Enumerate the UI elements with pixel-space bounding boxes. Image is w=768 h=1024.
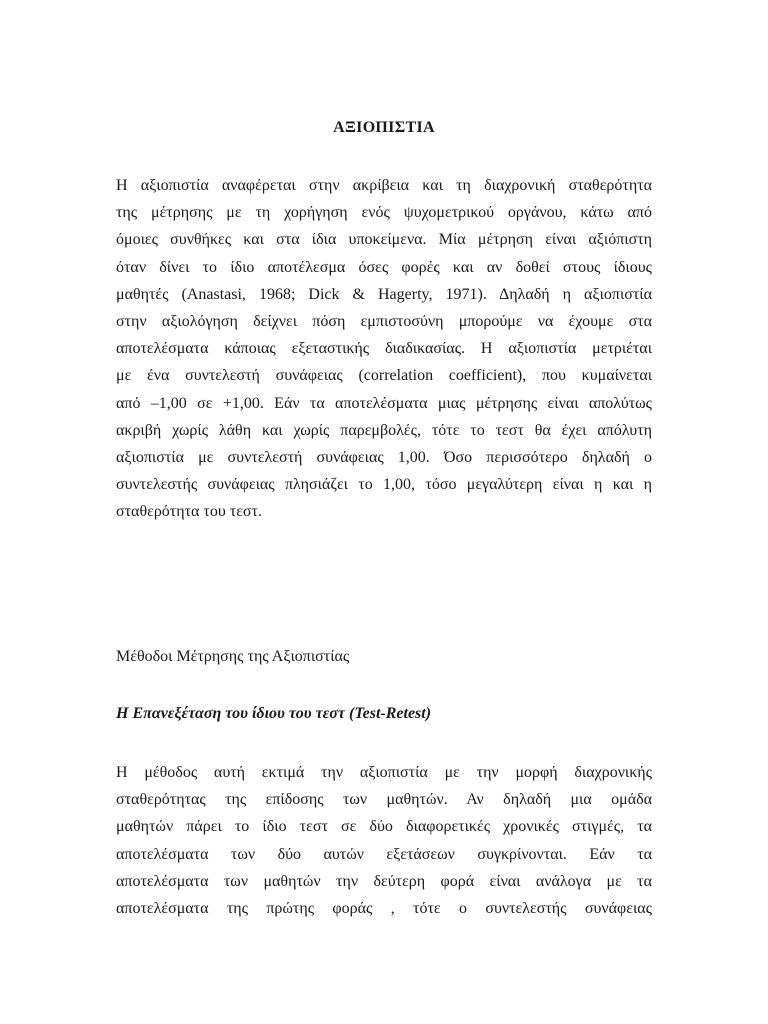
paragraph-line: όταν δίνει το ίδιο αποτέλεσμα όσες φορές και αν δοθεί στους ίδιους bbox=[116, 258, 652, 276]
section-heading: Μέθοδοι Μέτρησης της Αξιοπιστίας bbox=[116, 648, 350, 665]
paragraph-line: Η μέθοδος αυτή εκτιμά την αξιοπιστία με την μορφή διαχρονικής bbox=[116, 764, 652, 781]
paragraph-line: με ένα συντελεστή συνάφειας (correlation coefficient), που κυμαίνεται bbox=[116, 367, 652, 385]
paragraph-line: σταθερότητας της επίδοσης των μαθητών. Αν δηλαδή μια ομάδα bbox=[116, 791, 652, 809]
paragraph-line: μαθητές (Anastasi, 1968; Dick & Hagerty, 1971). Δηλαδή η αξιοπιστία bbox=[116, 285, 652, 303]
paragraph-line: αποτελέσματα των μαθητών την δεύτερη φορά είναι ανάλογα με τα bbox=[116, 872, 652, 890]
intro-paragraph bbox=[116, 172, 652, 525]
paragraph-line: ακριβή χωρίς λάθη και χωρίς παρεμβολές, τότε το τεστ θα έχει απόλυτη bbox=[116, 421, 652, 439]
test-retest-paragraph bbox=[116, 759, 652, 922]
paragraph-line: της μέτρησης με τη χορήγηση ενός ψυχομετρικού οργάνου, κάτω από bbox=[116, 204, 652, 222]
paragraph-line: αποτελέσματα κάποιας εξεταστικής διαδικασίας. Η αξιοπιστία μετριέται bbox=[116, 340, 652, 358]
paragraph-line: όμοιες συνθήκες και στα ίδια υποκείμενα. Μία μέτρηση είναι αξιόπιστη bbox=[116, 231, 652, 249]
subsection-heading: Η Επανεξέταση του ίδιου του τεστ (Test-Retest) bbox=[116, 705, 432, 722]
paragraph-line: μαθητών πάρει το ίδιο τεστ σε δύο διαφορετικές χρονικές στιγμές, τα bbox=[116, 818, 652, 836]
paragraph-line: Η αξιοπιστία αναφέρεται στην ακρίβεια και τη διαχρονική σταθερότητα bbox=[116, 177, 652, 194]
document-title: ΑΞΙΟΠΙΣΤΙΑ bbox=[333, 119, 435, 136]
paragraph-line: αποτελέσματα των δύο αυτών εξετάσεων συγκρίνονται. Εάν τα bbox=[116, 845, 652, 863]
paragraph-line: αξιοπιστία με συντελεστή συνάφειας 1,00. Όσο περισσότερο δηλαδή ο bbox=[116, 448, 652, 466]
paragraph-line: αποτελέσματα της πρώτης φοράς , τότε ο συντελεστής συνάφειας bbox=[116, 899, 652, 917]
paragraph-line: σταθερότητα του τεστ. bbox=[116, 503, 262, 521]
paragraph-line: από –1,00 σε +1,00. Εάν τα αποτελέσματα μιας μέτρησης είναι απολύτως bbox=[116, 394, 652, 412]
paragraph-line: συντελεστής συνάφειας πλησιάζει το 1,00, τόσο μεγαλύτερη είναι η και η bbox=[116, 476, 652, 494]
paragraph-line: στην αξιολόγηση δείχνει πόση εμπιστοσύνη μπορούμε να έχουμε στα bbox=[116, 312, 652, 330]
